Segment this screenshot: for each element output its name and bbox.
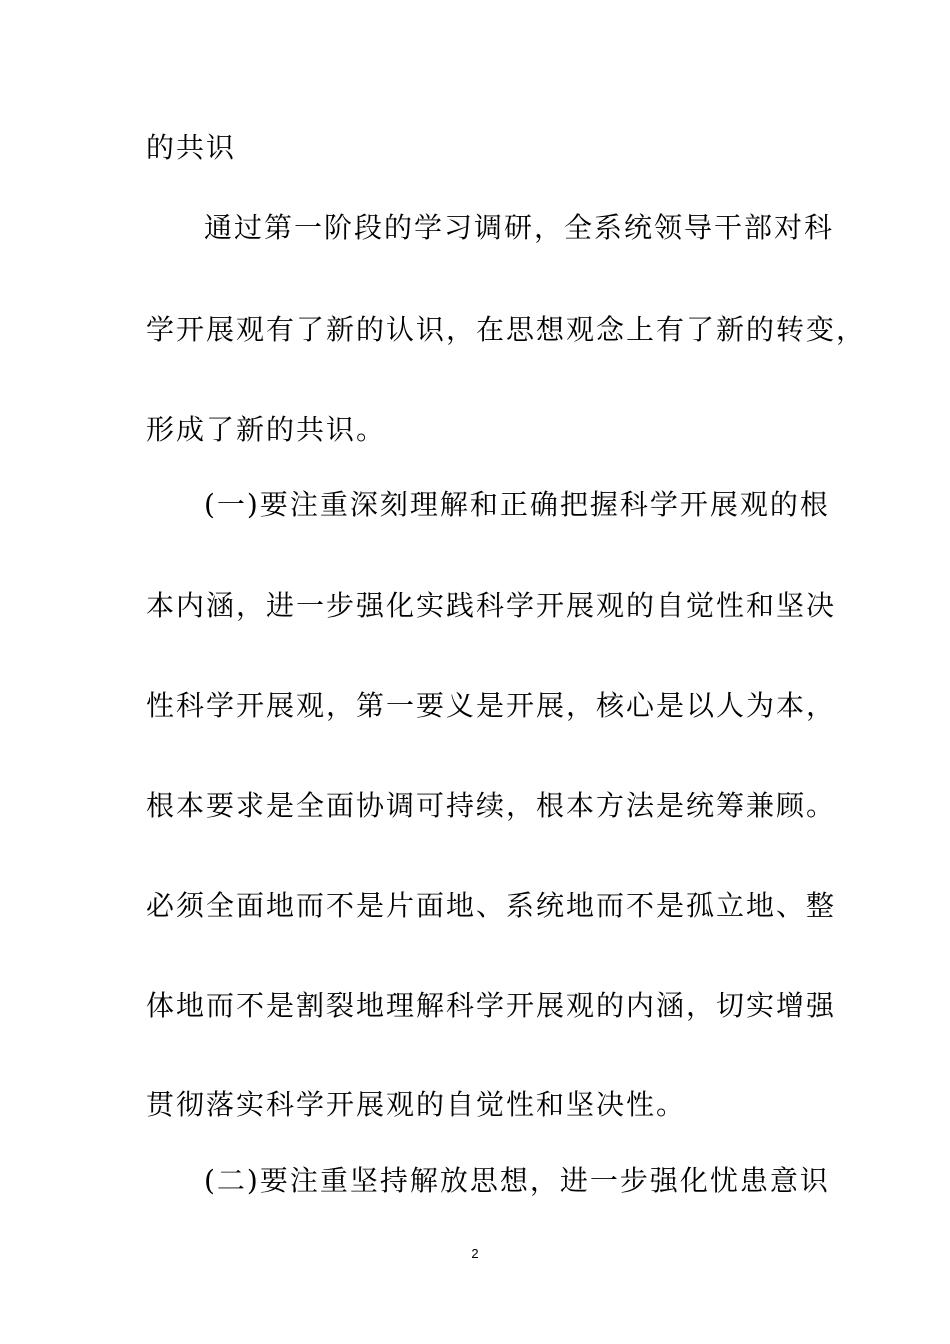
text-line: 贯彻落实科学开展观的自觉性和坚决性。 (146, 1088, 687, 1121)
text-line: 根本要求是全面协调可持续，根本方法是统筹兼顾。 (146, 789, 837, 822)
text-line: 本内涵，进一步强化实践科学开展观的自觉性和坚决 (146, 589, 837, 622)
section-heading-2: (二)要注重坚持解放思想，进一步强化忧患意识 (204, 1164, 830, 1197)
section-heading-1: (一)要注重深刻理解和正确把握科学开展观的根 (204, 488, 830, 521)
text-line: 性科学开展观，第一要义是开展，核心是以人为本， (146, 689, 837, 722)
text-line: 必须全面地而不是片面地、系统地而不是孤立地、整 (146, 889, 837, 922)
text-line: 的共识 (146, 131, 237, 164)
text-line: 学开展观有了新的认识，在思想观念上有了新的转变， (146, 313, 867, 346)
paragraph-first-line: 通过第一阶段的学习调研，全系统领导干部对科 (204, 211, 835, 244)
text-line: 体地而不是割裂地理解科学开展观的内涵，切实增强 (146, 989, 837, 1022)
text-line: 形成了新的共识。 (146, 413, 387, 446)
page-number: 2 (471, 1246, 479, 1261)
